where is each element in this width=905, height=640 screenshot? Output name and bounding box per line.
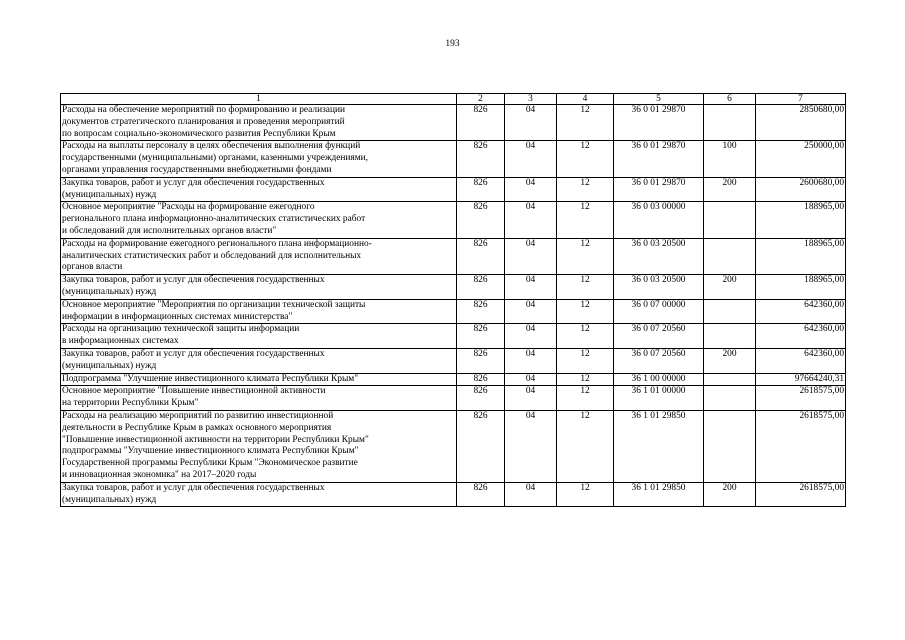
row-name: Основное мероприятие "Повышение инвестиционной активности на территории Республики Крым"	[61, 386, 457, 411]
row-target-article: 36 0 03 20500	[614, 238, 704, 274]
row-amount: 2850680,00	[756, 105, 846, 141]
table-row	[61, 386, 846, 411]
row-name: Закупка товаров, работ и услуг для обеспечения государственных (муниципальных) нужд	[61, 177, 457, 202]
row-amount: 188965,00	[756, 275, 846, 300]
row-subsection: 12	[557, 299, 614, 324]
table-row	[61, 105, 846, 141]
row-section: 04	[505, 177, 557, 202]
row-amount: 188965,00	[756, 238, 846, 274]
row-ministry-code: 826	[457, 177, 505, 202]
row-section: 04	[505, 202, 557, 238]
row-subsection: 12	[557, 410, 614, 482]
row-section: 04	[505, 373, 557, 386]
row-ministry-code: 826	[457, 141, 505, 177]
row-amount: 2618575,00	[756, 482, 846, 507]
row-target-article: 36 0 07 00000	[614, 299, 704, 324]
row-target-article: 36 0 03 00000	[614, 202, 704, 238]
header-cell-3: 3	[505, 94, 557, 105]
row-subsection: 12	[557, 324, 614, 349]
row-target-article: 36 0 01 29870	[614, 141, 704, 177]
row-ministry-code: 826	[457, 386, 505, 411]
header-cell-2: 2	[457, 94, 505, 105]
row-expense-type: 100	[704, 141, 756, 177]
row-subsection: 12	[557, 348, 614, 373]
row-ministry-code: 826	[457, 275, 505, 300]
header-row	[61, 94, 846, 105]
row-expense-type: 200	[704, 275, 756, 300]
row-expense-type: 200	[704, 482, 756, 507]
row-target-article: 36 1 01 29850	[614, 482, 704, 507]
row-target-article: 36 0 03 20500	[614, 275, 704, 300]
row-amount: 2600680,00	[756, 177, 846, 202]
budget-table	[60, 93, 846, 507]
row-section: 04	[505, 482, 557, 507]
header-cell-7: 7	[756, 94, 846, 105]
row-section: 04	[505, 348, 557, 373]
row-subsection: 12	[557, 105, 614, 141]
row-name: Расходы на выплаты персоналу в целях обеспечения выполнения функций государственными (муниципальными) органами, казенными учреждениями, органами управления государственными внебюджетными фондами	[61, 141, 457, 177]
row-ministry-code: 826	[457, 299, 505, 324]
row-section: 04	[505, 410, 557, 482]
table-row	[61, 202, 846, 238]
row-ministry-code: 826	[457, 238, 505, 274]
row-name: Расходы на формирование ежегодного регионального плана информационно- аналитических статистических работ и обследований для исполнительных органов власти	[61, 238, 457, 274]
row-expense-type	[704, 386, 756, 411]
row-expense-type	[704, 410, 756, 482]
row-expense-type	[704, 299, 756, 324]
row-amount: 2618575,00	[756, 410, 846, 482]
row-target-article: 36 0 07 20560	[614, 324, 704, 349]
row-name: Основное мероприятие "Расходы на формирование ежегодного регионального плана информационно-аналитических статистических работ и обследований для исполнительных органов власти"	[61, 202, 457, 238]
row-ministry-code: 826	[457, 105, 505, 141]
row-subsection: 12	[557, 275, 614, 300]
row-expense-type	[704, 324, 756, 349]
row-amount: 250000,00	[756, 141, 846, 177]
row-name: Расходы на организацию технической защиты информации в информационных системах	[61, 324, 457, 349]
row-amount: 642360,00	[756, 324, 846, 349]
row-amount: 188965,00	[756, 202, 846, 238]
row-name: Основное мероприятие "Мероприятия по организации технической защиты информации в информационных системах министерства"	[61, 299, 457, 324]
row-section: 04	[505, 275, 557, 300]
row-section: 04	[505, 324, 557, 349]
header-cell-6: 6	[704, 94, 756, 105]
row-expense-type: 200	[704, 177, 756, 202]
header-cell-4: 4	[557, 94, 614, 105]
table-row	[61, 482, 846, 507]
row-ministry-code: 826	[457, 202, 505, 238]
row-expense-type	[704, 238, 756, 274]
row-subsection: 12	[557, 482, 614, 507]
page-number: 193	[445, 39, 460, 49]
row-section: 04	[505, 386, 557, 411]
row-section: 04	[505, 141, 557, 177]
row-expense-type	[704, 373, 756, 386]
row-target-article: 36 1 00 00000	[614, 373, 704, 386]
row-section: 04	[505, 299, 557, 324]
table-row	[61, 141, 846, 177]
row-name: Закупка товаров, работ и услуг для обеспечения государственных (муниципальных) нужд	[61, 348, 457, 373]
row-section: 04	[505, 105, 557, 141]
row-subsection: 12	[557, 202, 614, 238]
table-row	[61, 373, 846, 386]
row-amount: 642360,00	[756, 299, 846, 324]
row-expense-type: 200	[704, 348, 756, 373]
table-row	[61, 410, 846, 482]
table-row	[61, 275, 846, 300]
row-ministry-code: 826	[457, 373, 505, 386]
row-target-article: 36 0 07 20560	[614, 348, 704, 373]
row-target-article: 36 1 01 00000	[614, 386, 704, 411]
row-target-article: 36 0 01 29870	[614, 105, 704, 141]
table-body	[61, 105, 846, 507]
row-ministry-code: 826	[457, 324, 505, 349]
row-name: Закупка товаров, работ и услуг для обеспечения государственных (муниципальных) нужд	[61, 482, 457, 507]
table-row	[61, 177, 846, 202]
row-expense-type	[704, 105, 756, 141]
header-cell-5: 5	[614, 94, 704, 105]
row-amount: 642360,00	[756, 348, 846, 373]
row-section: 04	[505, 238, 557, 274]
table-row	[61, 348, 846, 373]
row-name: Закупка товаров, работ и услуг для обеспечения государственных (муниципальных) нужд	[61, 275, 457, 300]
row-name: Подпрограмма "Улучшение инвестиционного климата Республики Крым"	[61, 373, 457, 386]
row-name: Расходы на обеспечение мероприятий по формированию и реализации документов стратегического планирования и проведения мероприятий по вопросам социально-экономического развития Республики Крым	[61, 105, 457, 141]
table-row	[61, 238, 846, 274]
row-amount: 2618575,00	[756, 386, 846, 411]
row-target-article: 36 0 01 29870	[614, 177, 704, 202]
table-row	[61, 324, 846, 349]
row-target-article: 36 1 01 29850	[614, 410, 704, 482]
row-subsection: 12	[557, 238, 614, 274]
row-subsection: 12	[557, 141, 614, 177]
row-ministry-code: 826	[457, 410, 505, 482]
row-name: Расходы на реализацию мероприятий по развитию инвестиционной деятельности в Республике Крым в рамках основного мероприятия "Повышение инвестиционной активности на территории Республики Крым" подпрограммы "Улучшение инвестиционного климата Республики Крым" Государственной программы Республики Крым "Экономическое развитие и инновационная экономика" на 2017–2020 годы	[61, 410, 457, 482]
row-ministry-code: 826	[457, 482, 505, 507]
table-row	[61, 299, 846, 324]
row-expense-type	[704, 202, 756, 238]
row-subsection: 12	[557, 177, 614, 202]
row-amount: 97664240,31	[756, 373, 846, 386]
row-subsection: 12	[557, 386, 614, 411]
row-subsection: 12	[557, 373, 614, 386]
header-cell-1: 1	[61, 94, 457, 105]
row-ministry-code: 826	[457, 348, 505, 373]
